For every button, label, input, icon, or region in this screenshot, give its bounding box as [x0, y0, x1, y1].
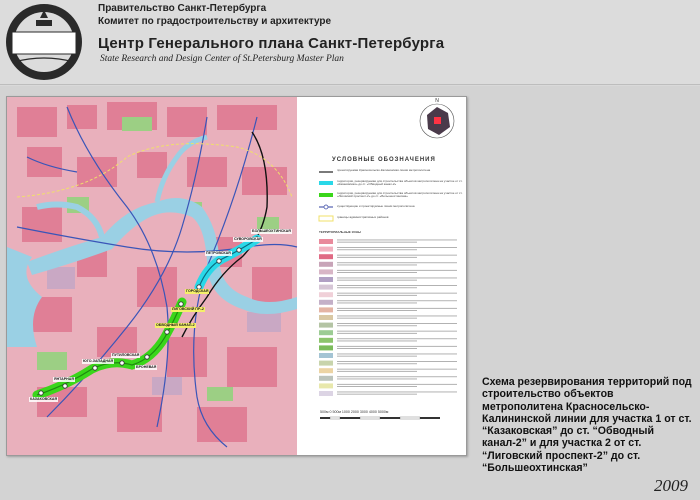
station-label: ЮГО-ЗАПАДНАЯ: [83, 359, 114, 363]
zone-swatch: [319, 338, 333, 343]
zone-swatch: [319, 247, 333, 252]
zone-swatch: [319, 383, 333, 388]
zone-text-line: [337, 249, 417, 250]
zone-text-line: [337, 255, 457, 256]
zone-text-line: [337, 272, 417, 273]
zone-text-line: [337, 354, 457, 355]
zone-text-line: [337, 371, 417, 372]
zone-swatch: [319, 376, 333, 381]
zone-text-line: [337, 369, 457, 370]
zone-swatch: [319, 353, 333, 358]
zone-swatch: [319, 307, 333, 312]
zone-text-line: [337, 247, 457, 248]
zone-text-line: [337, 300, 457, 301]
zone-text-line: [337, 338, 457, 339]
zone-swatch: [319, 285, 333, 290]
legend-item-projected-line: проектируемая Красносельско-Калининская линия метрополитена: [337, 168, 431, 172]
city-emblem-logo: [4, 2, 84, 82]
scheme-caption: Схема резервирования территорий под строительство объектов метрополитена Красносельско-Калининской линии для участка 1 от ст. “Казаковская” до ст. “Обводный канал-2” и для участка 2 от ст. “Лиговский проспект-2” до ст. “Большеохтинская”: [482, 376, 692, 475]
zone-swatch: [319, 300, 333, 305]
zone-text-line: [337, 278, 457, 279]
zone-text-line: [337, 280, 417, 281]
scale-bar: [320, 417, 440, 419]
zone-text-line: [337, 262, 457, 263]
zone-swatch: [319, 239, 333, 244]
legend-item-section-1: территория, резервируемая для строительства объектов метрополитена на участке от ст. «Казаковская» до ст. «Обводный канал-2»: [337, 179, 463, 187]
station-label: КАЗАКОВСКАЯ: [30, 397, 58, 401]
year-label: 2009: [654, 476, 688, 495]
station-label: ПЕТРОВСКАЯ: [206, 251, 231, 255]
zone-text-line: [337, 348, 417, 349]
zone-swatch: [319, 277, 333, 282]
station-label: БОЛЬШЕОХТИНСКАЯ: [252, 229, 291, 233]
station-label: ГОРОДСКАЯ: [186, 289, 209, 293]
legend-item-section-2: территория, резервируемая для строительства объектов метрополитена на участке от ст. «Лиговский проспект-2» до ст. «Большеохтинская»: [337, 191, 463, 199]
center-name: Центр Генерального плана Санкт-Петербурга: [98, 35, 445, 52]
zone-swatch: [319, 262, 333, 267]
legend-background: [303, 97, 466, 455]
zone-swatch: [319, 269, 333, 274]
zone-text-line: [337, 363, 417, 364]
zone-text-line: [337, 318, 417, 319]
zone-text-line: [337, 242, 417, 243]
station-label: ЯНТАРНАЯ: [54, 377, 74, 381]
zone-text-line: [337, 285, 457, 286]
zone-text-line: [337, 376, 457, 377]
zone-text-line: [337, 295, 417, 296]
zone-swatch: [319, 315, 333, 320]
zone-text-line: [337, 316, 457, 317]
zone-text-line: [337, 361, 457, 362]
city-map: [7, 97, 466, 455]
station-label: СУВОРОВСКАЯ: [234, 237, 262, 241]
scale-label: 500м 0 500м 1000 2000 3000 4000 5000м: [320, 410, 389, 414]
zone-text-line: [337, 386, 417, 387]
station-label: ОБВОДНЫЙ КАНАЛ-2: [156, 323, 195, 327]
zone-text-line: [337, 379, 417, 380]
zone-swatch: [319, 330, 333, 335]
org-line-committee: Комитет по градостроительству и архитектуре: [98, 16, 332, 27]
zone-swatch: [319, 323, 333, 328]
zone-text-line: [337, 293, 457, 294]
legend-title: УСЛОВНЫЕ ОБОЗНАЧЕНИЯ: [332, 157, 436, 163]
zone-text-line: [337, 270, 457, 271]
zone-text-line: [337, 392, 457, 393]
org-line-government: Правительство Санкт-Петербурга: [98, 3, 267, 14]
zone-text-line: [337, 333, 417, 334]
zone-swatch: [319, 368, 333, 373]
station-label: ЛИГОВСКИЙ ПР.-2: [172, 307, 204, 311]
zone-text-line: [337, 394, 417, 395]
map-panel: [6, 96, 467, 456]
zone-text-line: [337, 384, 457, 385]
zone-text-line: [337, 310, 417, 311]
zone-text-line: [337, 346, 457, 347]
zone-text-line: [337, 325, 417, 326]
zone-text-line: [337, 287, 417, 288]
zone-text-line: [337, 265, 417, 266]
station-label: ПУТИЛОВСКАЯ: [112, 353, 140, 357]
zone-swatch: [319, 361, 333, 366]
center-name-english: State Research and Design Center of St.Petersburg Master Plan: [100, 54, 344, 64]
zone-swatch: [319, 391, 333, 396]
zones-heading: ТЕРРИТОРИАЛЬНЫЕ ЗОНЫ: [319, 230, 361, 234]
station-label: БРОНЕВАЯ: [136, 365, 157, 369]
zone-text-line: [337, 356, 417, 357]
header-bar: [0, 0, 700, 85]
zone-text-line: [337, 323, 457, 324]
zone-swatch: [319, 254, 333, 259]
zone-text-line: [337, 257, 417, 258]
zone-swatch: [319, 345, 333, 350]
svg-text:N: N: [435, 98, 439, 104]
zone-text-line: [337, 240, 457, 241]
zone-text-line: [337, 303, 417, 304]
zone-text-line: [337, 331, 457, 332]
legend-item-district-boundary: границы административных районов: [337, 215, 389, 219]
zone-swatch: [319, 292, 333, 297]
zone-text-line: [337, 308, 457, 309]
legend-item-metro-lines: существующие и проектируемые линии метрополитена: [337, 204, 415, 208]
zone-text-line: [337, 341, 417, 342]
